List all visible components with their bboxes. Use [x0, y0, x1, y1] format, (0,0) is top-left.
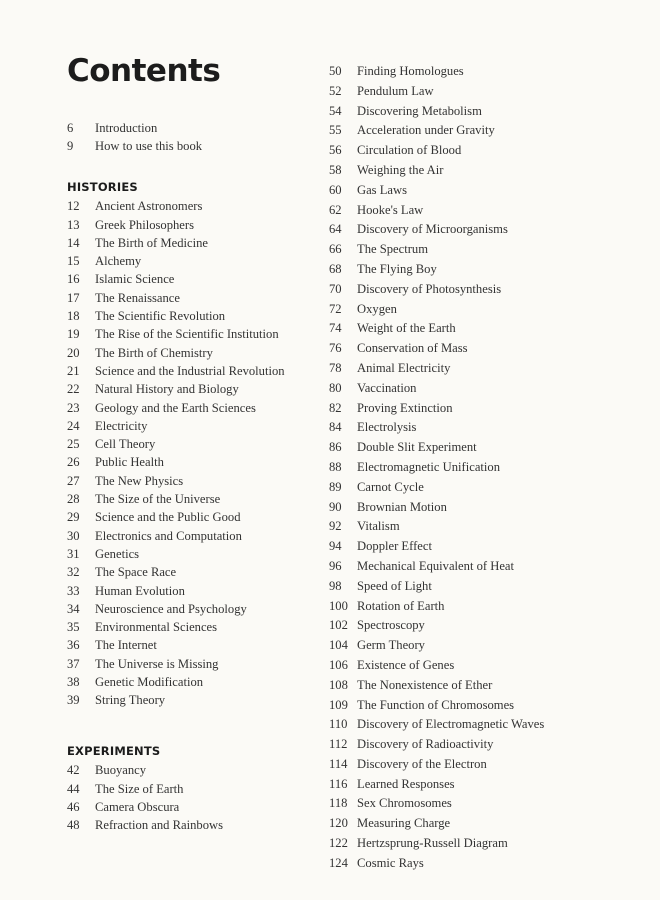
toc-entry [67, 381, 317, 397]
toc-page-number: 124 [329, 855, 348, 870]
histories-section [67, 180, 317, 708]
histories-heading: HISTORIES [67, 180, 138, 195]
toc-entry-title: The Renaissance [95, 290, 180, 305]
toc-entry-title: Sex Chromosomes [357, 796, 452, 811]
toc-entry [329, 320, 649, 336]
toc-entry [67, 781, 317, 797]
toc-page-number: 60 [329, 182, 342, 197]
toc-page-number: 55 [329, 123, 342, 138]
toc-entry-title: Gas Laws [357, 182, 408, 197]
right-column [329, 63, 649, 875]
toc-entry [67, 436, 317, 452]
toc-entry [329, 855, 649, 871]
toc-entry-title: Discovery of Photosynthesis [357, 281, 502, 296]
toc-entry [329, 558, 649, 574]
toc-entry-title: Alchemy [95, 254, 142, 269]
toc-entry [329, 736, 649, 752]
toc-entry [67, 120, 317, 136]
toc-page-number: 46 [67, 799, 80, 814]
toc-page-number: 98 [329, 578, 342, 593]
toc-entry-title: Science and the Public Good [95, 510, 241, 525]
toc-page-number: 112 [329, 737, 348, 752]
toc-entry [329, 439, 649, 455]
toc-entry [67, 326, 317, 342]
toc-entry [67, 418, 317, 434]
toc-entry-title: Vitalism [357, 519, 400, 534]
toc-entry [329, 459, 649, 475]
toc-page-number: 54 [329, 103, 342, 118]
toc-entry-title: Discovery of the Electron [357, 756, 487, 771]
toc-entry-title: Electricity [95, 418, 148, 433]
toc-entry-title: The Flying Boy [357, 261, 437, 276]
toc-entry-title: Islamic Science [95, 272, 175, 287]
toc-entry-title: Vaccination [357, 380, 417, 395]
toc-page-number: 32 [67, 565, 80, 580]
toc-page-number: 66 [329, 242, 342, 257]
toc-entry [67, 473, 317, 489]
toc-entry [329, 63, 649, 79]
toc-page-number: 16 [67, 272, 80, 287]
toc-entry-title: The Scientific Revolution [95, 309, 226, 324]
toc-entry-title: The Size of the Universe [95, 492, 221, 507]
toc-page-number: 23 [67, 400, 80, 415]
toc-entry-title: Weight of the Earth [357, 321, 456, 336]
toc-page-number: 122 [329, 836, 348, 851]
toc-page-number: 74 [329, 321, 342, 336]
toc-page-number: 9 [67, 139, 74, 154]
toc-page-number: 70 [329, 281, 342, 296]
toc-entry-title: The Function of Chromosomes [357, 697, 515, 712]
toc-entry [329, 122, 649, 138]
toc-entry [329, 815, 649, 831]
toc-page-number: 64 [329, 222, 342, 237]
toc-page-number: 94 [329, 539, 342, 554]
toc-entry-title: Oxygen [357, 301, 397, 316]
toc-entry-title: Hooke's Law [357, 202, 424, 217]
toc-page-number: 28 [67, 492, 80, 507]
toc-entry [67, 290, 317, 306]
toc-page-number: 86 [329, 440, 342, 455]
toc-entry-title: Hertzsprung-Russell Diagram [357, 836, 508, 851]
toc-entry [67, 619, 317, 635]
left-column [67, 120, 317, 836]
toc-entry [67, 138, 317, 154]
toc-entry-title: Genetic Modification [95, 675, 204, 690]
toc-page-number: 33 [67, 583, 80, 598]
toc-entry-title: Finding Homologues [357, 64, 464, 78]
toc-entry [329, 261, 649, 277]
toc-entry-title: Carnot Cycle [357, 479, 424, 494]
toc-entry-title: The Birth of Chemistry [95, 345, 213, 360]
toc-entry-title: Double Slit Experiment [357, 440, 477, 455]
toc-entry [329, 677, 649, 693]
toc-page-number: 25 [67, 437, 80, 452]
toc-page-number: 58 [329, 162, 342, 177]
toc-entry-title: Existence of Genes [357, 657, 455, 672]
toc-entry-title: Buoyancy [95, 763, 147, 778]
toc-entry [329, 716, 649, 732]
toc-entry [329, 360, 649, 376]
toc-entry-title: Discovering Metabolism [357, 103, 482, 118]
toc-page-number: 56 [329, 143, 342, 158]
toc-page-number: 37 [67, 656, 80, 671]
toc-page-number: 82 [329, 400, 342, 415]
toc-entry [329, 518, 649, 534]
toc-page-number: 78 [329, 360, 342, 375]
toc-entry [329, 400, 649, 416]
toc-page-number: 24 [67, 418, 80, 433]
toc-entry-title: Human Evolution [95, 583, 185, 598]
toc-entry-title: Discovery of Radioactivity [357, 737, 494, 752]
toc-entry [329, 241, 649, 257]
toc-page-number: 116 [329, 776, 348, 791]
toc-entry-title: How to use this book [95, 139, 203, 154]
toc-entry-title: Electronics and Computation [95, 528, 242, 543]
toc-entry [67, 656, 317, 672]
toc-entry-title: The Size of Earth [95, 781, 184, 796]
toc-entry-title: Pendulum Law [357, 83, 434, 98]
toc-page-number: 114 [329, 756, 348, 771]
toc-entry-title: Animal Electricity [357, 360, 451, 375]
toc-page-number: 72 [329, 301, 342, 316]
toc-entry [67, 363, 317, 379]
toc-page-number: 18 [67, 309, 80, 324]
toc-entry [329, 598, 649, 614]
toc-page-number: 106 [329, 657, 348, 672]
toc-page-number: 104 [329, 638, 348, 653]
toc-entry [329, 281, 649, 297]
toc-entry-title: Speed of Light [357, 578, 432, 593]
toc-entry-title: Discovery of Microorganisms [357, 222, 508, 237]
toc-entry [329, 142, 649, 158]
toc-entry [329, 340, 649, 356]
toc-page-number: 92 [329, 519, 342, 534]
toc-page-number: 13 [67, 217, 80, 232]
toc-entry [67, 692, 317, 708]
toc-page-number: 39 [67, 693, 80, 708]
toc-page-number: 76 [329, 341, 342, 356]
histories-list [67, 198, 317, 708]
toc-entry [329, 538, 649, 554]
toc-entry [329, 83, 649, 99]
toc-entry [67, 674, 317, 690]
toc-entry-title: Brownian Motion [357, 499, 447, 514]
experiments-section [67, 744, 317, 833]
toc-entry [329, 301, 649, 317]
toc-page-number: 102 [329, 618, 348, 633]
toc-entry-title: Mechanical Equivalent of Heat [357, 558, 515, 573]
toc-entry-title: The Rise of the Scientific Institution [95, 327, 279, 342]
toc-page-number: 68 [329, 261, 342, 276]
toc-entry-title: Natural History and Biology [95, 382, 239, 397]
toc-page-number: 29 [67, 510, 80, 525]
toc-entry-title: The New Physics [95, 473, 184, 488]
intro-section [67, 120, 317, 154]
toc-page-number: 89 [329, 479, 342, 494]
toc-page-number: 26 [67, 455, 80, 470]
experiments-list [67, 762, 317, 833]
toc-entry-title: Rotation of Earth [357, 598, 445, 613]
toc-page-number: 14 [67, 235, 80, 250]
toc-page-number: 22 [67, 382, 80, 397]
toc-entry [329, 221, 649, 237]
toc-page-number: 80 [329, 380, 342, 395]
toc-page-number: 44 [67, 781, 80, 796]
toc-entry [67, 400, 317, 416]
toc-entry [67, 253, 317, 269]
toc-page-number: 19 [67, 327, 80, 342]
toc-entry-title: Spectroscopy [357, 618, 425, 633]
toc-page-number: 30 [67, 528, 80, 543]
toc-entry [67, 271, 317, 287]
toc-entry-title: The Internet [95, 638, 157, 653]
toc-page-number: 21 [67, 363, 80, 378]
toc-entry-title: Conservation of Mass [357, 341, 468, 356]
toc-entry [329, 756, 649, 772]
toc-entry [329, 578, 649, 594]
toc-entry [329, 103, 649, 119]
toc-entry [67, 564, 317, 580]
toc-entry [67, 308, 317, 324]
toc-entry-title: Germ Theory [357, 638, 425, 653]
toc-page-number: 35 [67, 620, 80, 635]
toc-entry-title: Ancient Astronomers [95, 199, 203, 214]
toc-entry-title: Public Health [95, 455, 164, 470]
toc-entry-title: Weighing the Air [357, 162, 444, 177]
toc-entry [67, 799, 317, 815]
toc-entry [67, 491, 317, 507]
toc-entry [67, 817, 317, 833]
toc-entry-title: Discovery of Electromagnetic Waves [357, 717, 545, 732]
toc-entry-title: Introduction [95, 121, 158, 135]
toc-entry [67, 601, 317, 617]
toc-entry [67, 637, 317, 653]
toc-entry [329, 795, 649, 811]
toc-page-number: 20 [67, 345, 80, 360]
toc-page-number: 52 [329, 83, 342, 98]
toc-entry [329, 617, 649, 633]
toc-page-number: 27 [67, 473, 80, 488]
toc-page-number: 17 [67, 290, 80, 305]
toc-entry-title: Geology and the Earth Sciences [95, 400, 256, 415]
toc-page-number: 12 [67, 199, 80, 214]
toc-entry [329, 182, 649, 198]
toc-page-number: 90 [329, 499, 342, 514]
toc-entry-title: The Birth of Medicine [95, 235, 208, 250]
toc-page-number: 120 [329, 816, 348, 831]
toc-page-number: 42 [67, 763, 80, 778]
toc-page-number: 34 [67, 601, 80, 616]
page-title: Contents [67, 53, 221, 89]
toc-page-number: 84 [329, 420, 342, 435]
toc-entry [329, 499, 649, 515]
toc-entry-title: Genetics [95, 546, 140, 561]
toc-entry-title: Refraction and Rainbows [95, 818, 224, 833]
toc-page-number: 15 [67, 254, 80, 269]
toc-page-number: 31 [67, 546, 80, 561]
experiments-list-continued [329, 63, 649, 871]
toc-entry-title: Learned Responses [357, 776, 455, 791]
toc-entry [329, 835, 649, 851]
toc-page-number: 100 [329, 598, 348, 613]
experiments-heading: EXPERIMENTS [67, 744, 161, 759]
toc-page-number: 36 [67, 638, 80, 653]
toc-page-number: 50 [329, 64, 342, 78]
toc-entry-title: Electrolysis [357, 420, 417, 435]
toc-entry-title: Environmental Sciences [95, 620, 218, 635]
toc-entry-title: Proving Extinction [357, 400, 453, 415]
toc-page-number: 109 [329, 697, 348, 712]
toc-page-number: 118 [329, 796, 348, 811]
toc-page-number: 6 [67, 121, 74, 135]
toc-entry-title: Greek Philosophers [95, 217, 194, 232]
toc-entry [67, 509, 317, 525]
toc-entry-title: The Space Race [95, 565, 177, 580]
toc-entry [67, 235, 317, 251]
toc-entry [329, 419, 649, 435]
toc-page-number: 38 [67, 675, 80, 690]
toc-entry-title: String Theory [95, 693, 166, 708]
toc-entry [329, 657, 649, 673]
toc-entry [67, 762, 317, 778]
toc-entry-title: The Universe is Missing [95, 656, 219, 671]
toc-entry [329, 479, 649, 495]
toc-entry-title: Circulation of Blood [357, 143, 462, 158]
toc-entry [67, 528, 317, 544]
toc-entry-title: The Spectrum [357, 242, 428, 257]
toc-page-number: 110 [329, 717, 348, 732]
toc-entry-title: Doppler Effect [357, 539, 432, 554]
toc-entry [329, 202, 649, 218]
toc-entry-title: Camera Obscura [95, 799, 180, 814]
toc-entry [67, 454, 317, 470]
toc-entry [67, 198, 317, 214]
toc-entry [67, 217, 317, 233]
toc-entry [329, 162, 649, 178]
toc-entry-title: Measuring Charge [357, 816, 451, 831]
toc-entry [329, 697, 649, 713]
toc-entry-title: The Nonexistence of Ether [357, 677, 493, 692]
toc-entry-title: Acceleration under Gravity [357, 123, 495, 138]
toc-entry-title: Science and the Industrial Revolution [95, 363, 285, 378]
toc-entry [67, 345, 317, 361]
toc-entry-title: Cell Theory [95, 437, 156, 452]
toc-entry [67, 546, 317, 562]
toc-entry [67, 583, 317, 599]
toc-page-number: 96 [329, 558, 342, 573]
toc-entry-title: Neuroscience and Psychology [95, 601, 247, 616]
toc-entry-title: Electromagnetic Unification [357, 459, 501, 474]
toc-entry [329, 637, 649, 653]
toc-entry-title: Cosmic Rays [357, 855, 424, 870]
toc-page-number: 48 [67, 818, 80, 833]
toc-page-number: 62 [329, 202, 342, 217]
toc-page-number: 108 [329, 677, 348, 692]
toc-entry [329, 776, 649, 792]
toc-page-number: 88 [329, 459, 342, 474]
toc-entry [329, 380, 649, 396]
